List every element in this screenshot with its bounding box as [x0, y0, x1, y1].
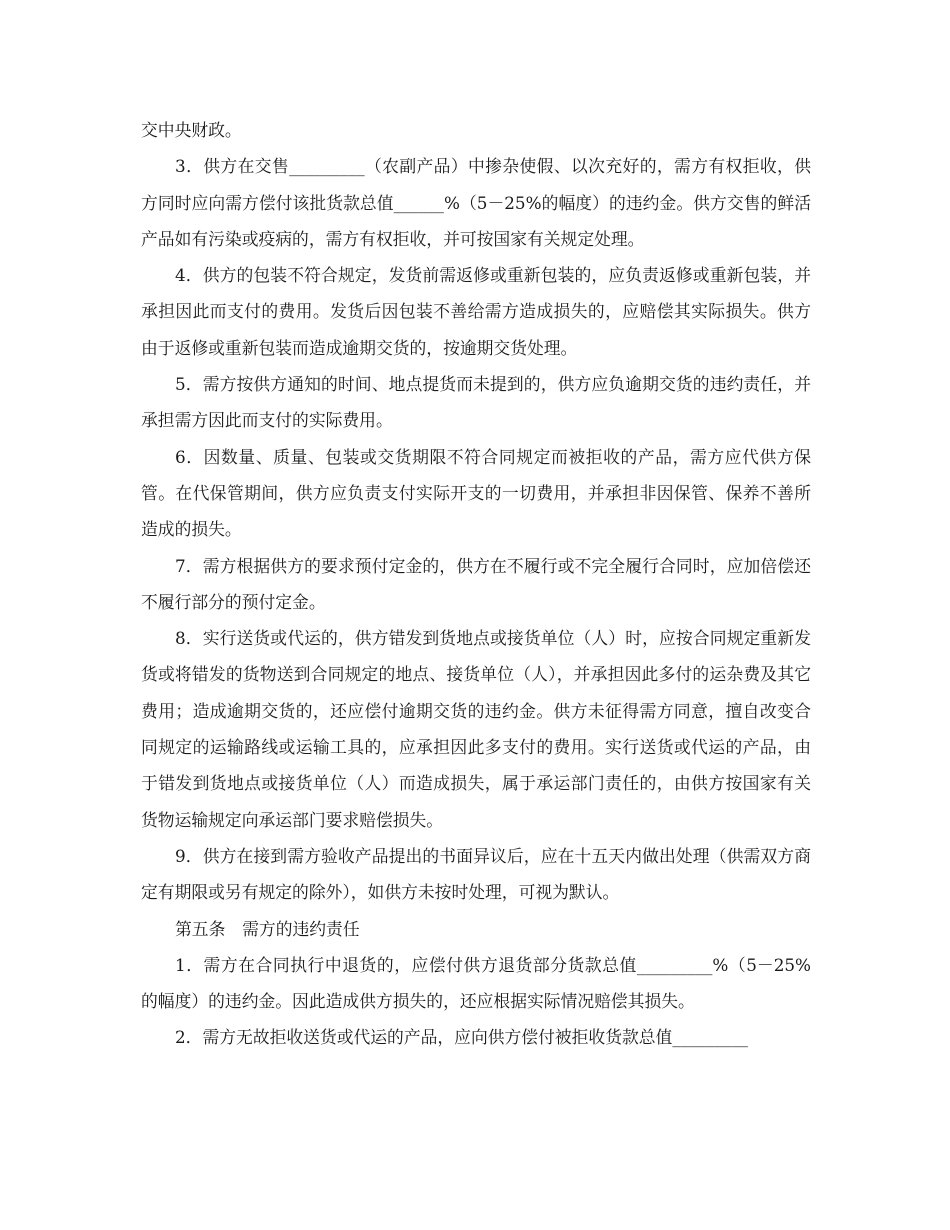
clause-item-6: 6．因数量、质量、包装或交货期限不符合同规定而被拒收的产品，需方应代供方保管。在代保管期间，供方应负责支付实际开支的一切费用，并承担非因保管、保养不善所造成的损失。	[141, 446, 811, 540]
document-body	[141, 112, 811, 1056]
clause-item-9: 9．供方在接到需方验收产品提出的书面异议后，应在十五天内做出处理（供需双方商定有期限或另有规定的除外），如供方未按时处理，可视为默认。	[141, 845, 811, 903]
section-heading: 第五条 需方的违约责任	[175, 918, 360, 939]
clause-item-8: 8．实行送货或代运的，供方错发到货地点或接货单位（人）时，应按合同规定重新发货或将错发的货物送到合同规定的地点、接货单位（人），并承担因此多付的运杂费及其它费用；造成逾期交货的，还应偿付逾期交货的违约金。供方未征得需方同意，擅自改变合同规定的运输路线或运输工具的，应承担因此多支付的费用。实行送货或代运的产品，由于错发到货地点或接货单位（人）而造成损失，属于承运部门责任的，由供方按国家有关货物运输规定向承运部门要求赔偿损失。	[141, 628, 811, 830]
clause-item-5: 5．需方按供方通知的时间、地点提货而未提到的，供方应负逾期交货的违约责任，并承担需方因此而支付的实际费用。	[141, 374, 811, 431]
clause-item-1: 1．需方在合同执行中退货的，应偿付供方退货部分货款总值_________%（5－25%的幅度）的违约金。因此造成供方损失的，还应根据实际情况赔偿其损失。	[141, 954, 811, 1012]
paragraph-continuation: 交中央财政。	[141, 120, 242, 140]
clause-item-3: 3．供方在交售_________（农副产品）中掺杂使假、以次充好的，需方有权拒收，供方同时应向需方偿付该批货款总值______%（5－25%的幅度）的违约金。供方交售的鲜活产品如有污染或疫病的，需方有权拒收，并可按国家有关规定处理。	[141, 156, 811, 249]
clause-item-7: 7．需方根据供方的要求预付定金的，供方在不履行或不完全履行合同时，应加倍偿还不履行部分的预付定金。	[141, 555, 811, 612]
clause-item-4: 4．供方的包装不符合规定，发货前需返修或重新包装的，应负责返修或重新包装，并承担因此而支付的费用。发货后因包装不善给需方造成损失的，应赔偿其实际损失。供方由于返修或重新包装而造成逾期交货的，按逾期交货处理。	[141, 265, 811, 358]
clause-item-2: 2．需方无故拒收送货或代运的产品，应向供方偿付被拒收货款总值_________	[175, 1027, 748, 1048]
